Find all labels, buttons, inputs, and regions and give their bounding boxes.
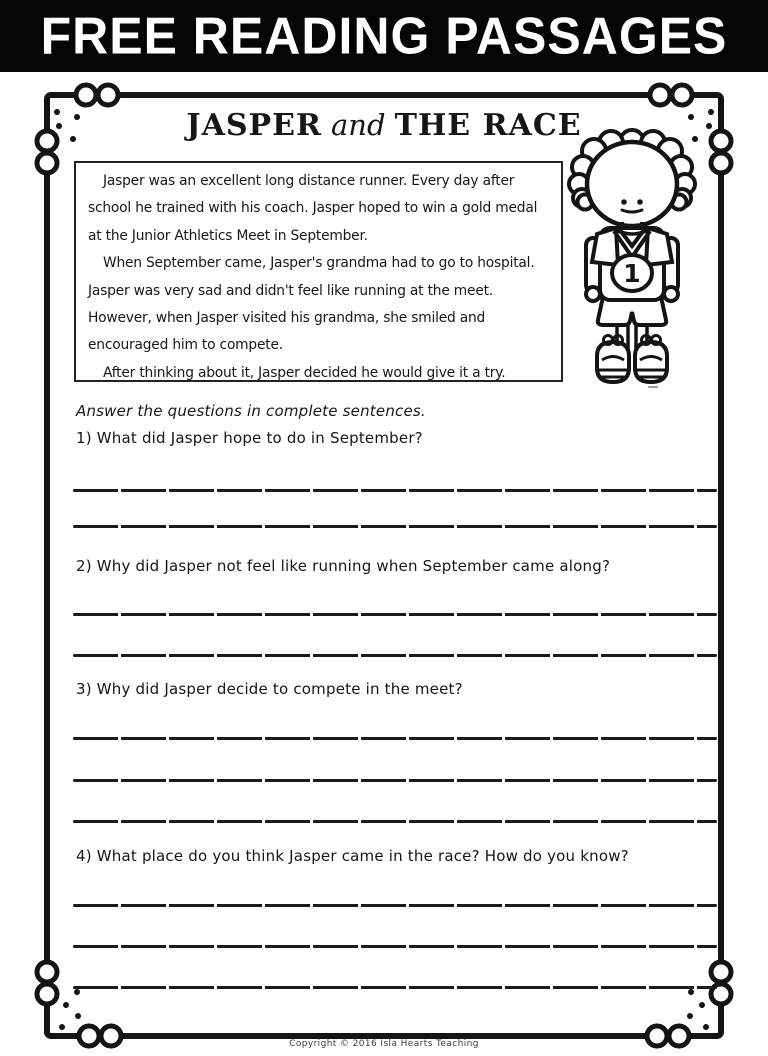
question-2-label: 2) Why did Jasper not feel like running when September came along? bbox=[76, 557, 611, 575]
eye bbox=[637, 199, 643, 205]
answer-line bbox=[73, 945, 717, 948]
medal-number: 1 bbox=[623, 259, 641, 288]
question-3-label: 3) Why did Jasper decide to compete in the meet? bbox=[76, 680, 463, 698]
title-conjunction: and bbox=[331, 108, 386, 142]
answer-line bbox=[73, 489, 717, 492]
answer-line bbox=[73, 904, 717, 907]
passage-paragraph: After thinking about it, Jasper decided he would give it a try. bbox=[103, 364, 506, 381]
answer-line bbox=[73, 613, 717, 616]
answer-line bbox=[73, 779, 717, 782]
passage-paragraph: When September came, Jasper's grandma had to go to hospital. Jasper was very sad and didn't feel like running at the meet. However, when Jasper visited his grandma, she smiled and encouraged him to compete. bbox=[88, 255, 535, 354]
question-4-label: 4) What place do you think Jasper came in the race? How do you know? bbox=[76, 847, 629, 865]
banner-title: FREE READING PASSAGES bbox=[40, 6, 728, 66]
answer-line bbox=[73, 525, 717, 528]
answer-line bbox=[73, 737, 717, 740]
passage-paragraph: Jasper was an excellent long distance runner. Every day after school he trained with his coach. Jasper hoped to win a gold medal at the Junior Athletics Meet in September. bbox=[88, 173, 538, 244]
answer-line bbox=[73, 986, 717, 989]
artist-signature-mark bbox=[648, 386, 658, 388]
answer-line bbox=[73, 654, 717, 657]
title-part-2: THE RACE bbox=[394, 108, 582, 143]
boy-runner-illustration bbox=[570, 134, 694, 386]
question-1-label: 1) What did Jasper hope to do in September? bbox=[76, 429, 423, 447]
passage-box bbox=[74, 161, 563, 382]
eye bbox=[621, 199, 627, 205]
title-part-1: JASPER bbox=[186, 108, 322, 143]
instruction-text: Answer the questions in complete sentences. bbox=[76, 402, 426, 420]
answer-line bbox=[73, 820, 717, 823]
footer-copyright: Copyright © 2016 Isla Hearts Teaching bbox=[289, 1039, 479, 1049]
